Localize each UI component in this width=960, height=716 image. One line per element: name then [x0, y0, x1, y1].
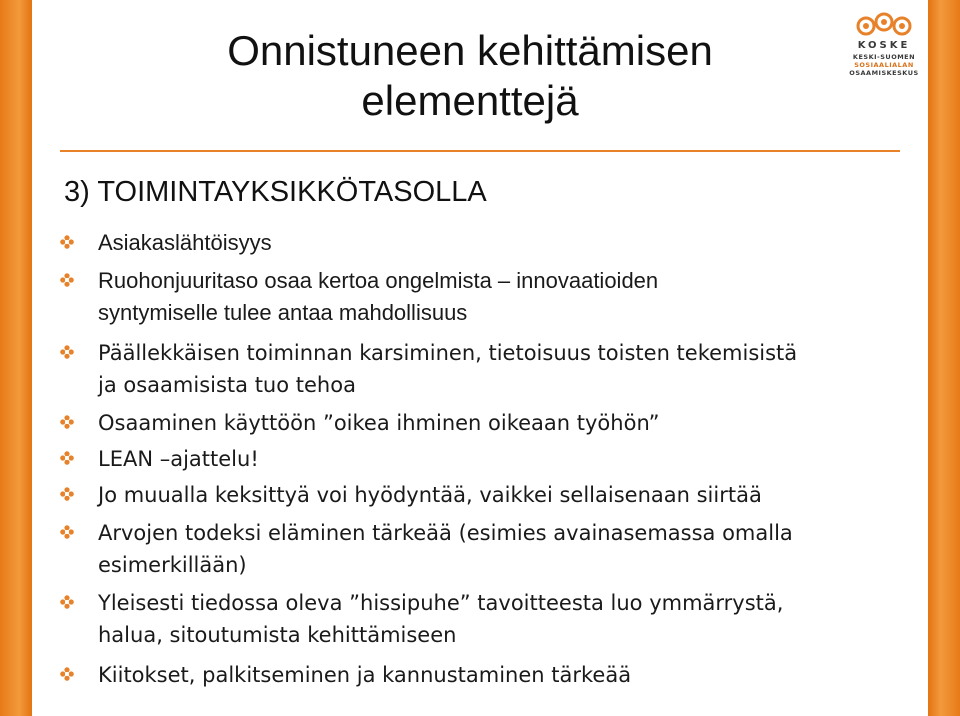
bullet-text: halua, sitoutumista kehittämiseen	[98, 623, 457, 647]
section-heading: 3) TOIMINTAYKSIKKÖTASOLLA	[64, 176, 487, 208]
bullet-text: Arvojen todeksi eläminen tärkeää (esimies avainasemassa omalla	[98, 521, 793, 545]
flower-bullet-icon	[60, 235, 74, 249]
koske-logo-icon	[854, 10, 914, 40]
flower-bullet-icon	[60, 451, 74, 465]
logo-name: KOSKE	[857, 40, 911, 51]
flower-bullet-icon	[60, 595, 74, 609]
bullet-text: Yleisesti tiedossa oleva ”hissipuhe” tavoitteesta luo ymmärrystä,	[98, 591, 784, 615]
title-divider	[60, 150, 900, 152]
bullet-text: ja osaamisista tuo tehoa	[98, 373, 356, 397]
flower-bullet-icon	[60, 525, 74, 539]
slide-title	[80, 26, 860, 126]
slide-title-line-2: elementtejä	[361, 77, 579, 124]
flower-bullet-icon	[60, 415, 74, 429]
bullet-text: Asiakaslähtöisyys	[98, 230, 272, 255]
bullet-text: Osaaminen käyttöön ”oikea ihminen oikeaan työhön”	[98, 411, 660, 435]
flower-bullet-icon	[60, 345, 74, 359]
flower-bullet-icon	[60, 273, 74, 287]
bullet-text: esimerkillään)	[98, 553, 247, 577]
right-orange-border	[928, 0, 960, 716]
bullet-text: Jo muualla keksittyä voi hyödyntää, vaikkei sellaisenaan siirtää	[98, 483, 762, 507]
flower-bullet-icon	[60, 667, 74, 681]
logo-subtitle-2: SOSIAALIALAN	[854, 61, 914, 69]
bullet-text: Päällekkäisen toiminnan karsiminen, tietoisuus toisten tekemisistä	[98, 341, 798, 365]
bullet-text: Kiitokset, palkitseminen ja kannustaminen tärkeää	[98, 663, 632, 687]
bullet-text: Ruohonjuuritaso osaa kertoa ongelmista – innovaatioiden	[98, 268, 659, 293]
bullet-text: LEAN –ajattelu!	[98, 447, 259, 471]
flower-bullet-icon	[60, 487, 74, 501]
left-orange-border	[0, 0, 32, 716]
slide-title-line-1: Onnistuneen kehittämisen	[227, 27, 713, 74]
bullet-text: syntymiselle tulee antaa mahdollisuus	[98, 300, 468, 325]
logo-subtitle-3: OSAAMISKESKUS	[849, 69, 919, 77]
logo-subtitle-1: KESKI-SUOMEN	[852, 53, 916, 61]
